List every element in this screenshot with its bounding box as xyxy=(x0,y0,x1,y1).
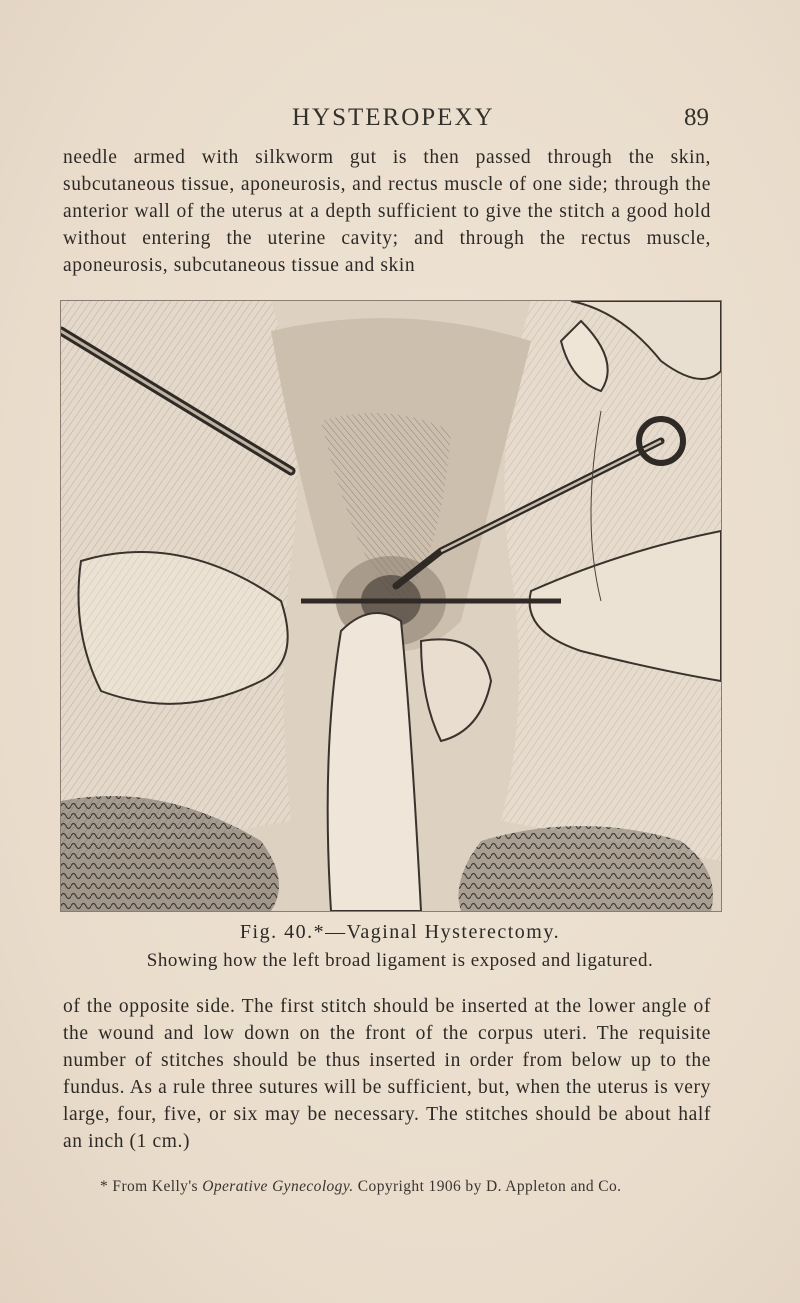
figure-caption-description: Showing how the left broad ligament is exposed and ligatured. xyxy=(146,950,654,971)
illustration-drawing xyxy=(61,301,721,911)
running-head xyxy=(0,104,800,144)
surgical-illustration xyxy=(60,300,722,912)
page-number: 89 xyxy=(684,104,709,131)
footnote xyxy=(100,1178,720,1196)
running-title: HYSTEROPEXY xyxy=(292,104,495,131)
body-paragraph-bottom: of the opposite side. The first stitch should be inserted at the lower angle of the wound and low down on the front of the corpus uteri. The requisite number of stitches should be thus inserted in order from below up to the fundus. As a rule three sutures will be sufficient, but, when the uterus is very large, four, five, or six may be necessary. The stitches should be about half an inch (1 cm.) xyxy=(63,996,711,1152)
footnote-suffix: Copyright 1906 by D. Appleton and Co. xyxy=(353,1178,622,1195)
body-paragraph-top: needle armed with silkworm gut is then passed through the skin, subcutaneous tissue, aponeurosis, and rectus muscle of one side; through the anterior wall of the uterus at a depth sufficient to give the stitch a good hold without entering the uterine cavity; and through the rectus muscle, aponeurosis, subcutaneous tissue and skin xyxy=(63,147,711,276)
footnote-prefix: * From Kelly's xyxy=(100,1178,203,1195)
footnote-book-title: Operative Gynecology. xyxy=(202,1178,354,1195)
figure-caption-title: Fig. 40.*—Vaginal Hysterectomy. xyxy=(239,921,561,943)
